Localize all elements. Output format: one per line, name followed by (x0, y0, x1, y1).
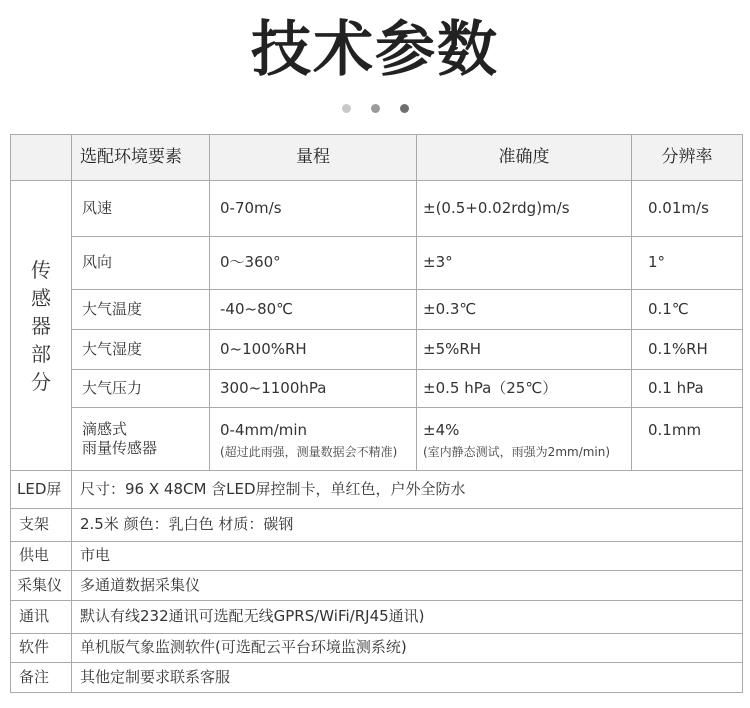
row-wind-speed-resolution: 0.01m/s (632, 181, 743, 237)
sensor-label-char: 传 (31, 257, 51, 282)
sensor-label-char: 部 (31, 341, 51, 366)
spec-table (10, 134, 743, 693)
row-wind-speed-range: 0-70m/s (210, 181, 417, 237)
header-blank (11, 135, 72, 181)
row-rain-accuracy-value: ±4% (423, 421, 460, 439)
dot-2 (371, 104, 380, 113)
row-rain-accuracy (417, 408, 632, 471)
note-value: 其他定制要求联系客服 (72, 663, 743, 693)
note-label: 备注 (11, 663, 72, 693)
header-resolution: 分辨率 (632, 135, 743, 181)
sensor-label-char: 分 (31, 369, 51, 394)
row-rain-name-line2: 雨量传感器 (82, 439, 158, 457)
header-range: 量程 (210, 135, 417, 181)
header-element: 选配环境要素 (72, 135, 210, 181)
led-value: 尺寸：96 X 48CM 含LED屏控制卡，单红色，户外全防水 (72, 471, 743, 509)
row-wind-speed-accuracy: ±(0.5+0.02rdg)m/s (417, 181, 632, 237)
comm-label: 通讯 (11, 601, 72, 634)
sensor-label-char: 器 (31, 313, 51, 338)
row-wind-direction-accuracy: ±3° (417, 237, 632, 290)
row-pressure-range: 300~1100hPa (210, 370, 417, 408)
logger-label: 采集仪 (11, 571, 72, 601)
row-rain-name (72, 408, 210, 471)
software-value: 单机版气象监测软件(可选配云平台环境监测系统) (72, 634, 743, 663)
row-rain-accuracy-note: (室内静态测试，雨强为2mm/min) (423, 444, 611, 459)
row-humidity-resolution: 0.1%RH (632, 330, 743, 370)
page-title: 技术参数 (251, 15, 499, 85)
row-humidity-name: 大气湿度 (72, 330, 210, 370)
bracket-label: 支架 (11, 509, 72, 542)
row-wind-direction-resolution: 1° (632, 237, 743, 290)
row-wind-speed-name: 风速 (72, 181, 210, 237)
dot-1 (342, 104, 351, 113)
row-humidity-range: 0~100%RH (210, 330, 417, 370)
row-rain-range-note: (超过此雨强，测量数据会不精准) (220, 444, 398, 459)
software-label: 软件 (11, 634, 72, 663)
row-pressure-accuracy: ±0.5 hPa（25℃） (417, 370, 632, 408)
row-temperature-range: -40~80℃ (210, 290, 417, 330)
logger-value: 多通道数据采集仪 (72, 571, 743, 601)
power-value: 市电 (72, 542, 743, 571)
row-pressure-resolution: 0.1 hPa (632, 370, 743, 408)
dot-3 (400, 104, 409, 113)
row-pressure-name: 大气压力 (72, 370, 210, 408)
row-wind-direction-name: 风向 (72, 237, 210, 290)
comm-value: 默认有线232通讯可选配无线GPRS/WiFi/RJ45通讯) (72, 601, 743, 634)
bracket-value: 2.5米 颜色：乳白色 材质：碳钢 (72, 509, 743, 542)
row-temperature-name: 大气温度 (72, 290, 210, 330)
sensor-group-label (11, 181, 72, 471)
row-temperature-resolution: 0.1℃ (632, 290, 743, 330)
row-rain-resolution: 0.1mm (632, 408, 743, 471)
row-temperature-accuracy: ±0.3℃ (417, 290, 632, 330)
header-accuracy: 准确度 (417, 135, 632, 181)
row-humidity-accuracy: ±5%RH (417, 330, 632, 370)
row-rain-range-value: 0-4mm/min (220, 421, 308, 439)
sensor-label-char: 感 (31, 285, 51, 310)
row-wind-direction-range: 0〜360° (210, 237, 417, 290)
led-label: LED屏 (11, 471, 72, 509)
power-label: 供电 (11, 542, 72, 571)
title-dots (0, 98, 750, 110)
row-rain-range (210, 408, 417, 471)
row-rain-name-line1: 滴感式 (82, 419, 128, 438)
